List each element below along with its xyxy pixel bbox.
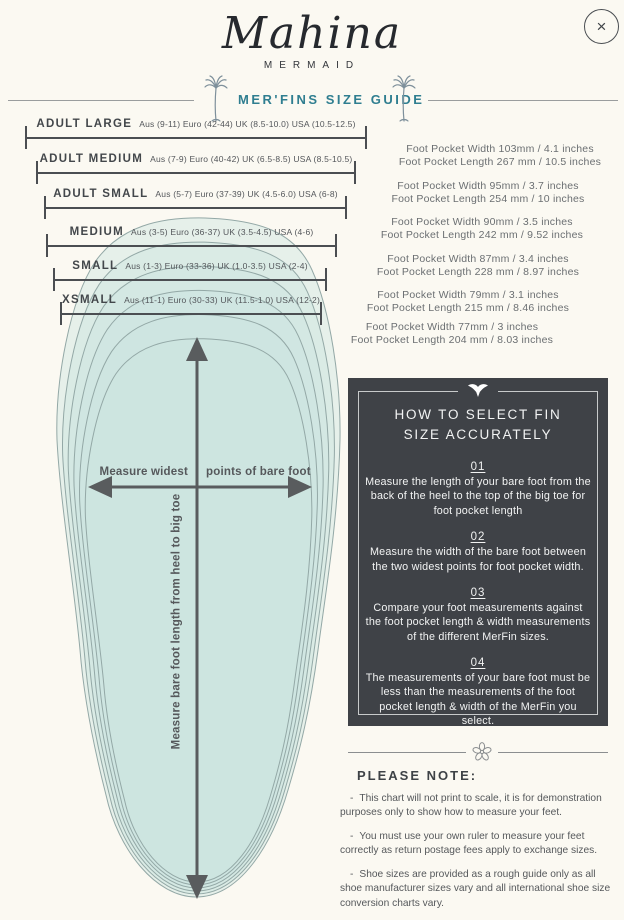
step-number: 01	[470, 461, 486, 474]
howto-step: 04 The measurements of your bare foot must be less than the measurements of the foot pocket length & width of the MerFin you select.	[365, 657, 591, 728]
pocket-measurements: Foot Pocket Width 87mm / 3.4 inches Foot Pocket Length 228 mm / 8.97 inches	[376, 253, 580, 278]
pocket-measurements: Foot Pocket Width 77mm / 3 inches Foot Pocket Length 204 mm / 8.03 inches	[350, 321, 554, 346]
size-detail: Aus (5-7) Euro (37-39) UK (4.5-6.0) USA (6-8)	[155, 189, 338, 199]
flower-icon	[466, 742, 498, 762]
size-row-medium	[46, 226, 337, 247]
howto-step: 01 Measure the length of your bare foot from the back of the heel to the top of the big toe for foot pocket length	[365, 461, 591, 517]
bird-icon	[458, 384, 498, 399]
note-bullet: - Shoe sizes are provided as a rough guide only as all shoe manufacturer sizes vary and all international shoe size conversion charts vary.	[340, 868, 611, 909]
size-detail: Aus (7-9) Euro (40-42) UK (6.5-8.5) USA (8.5-10.5)	[150, 154, 353, 164]
howto-frame	[358, 391, 598, 715]
pocket-measurements: Foot Pocket Width 95mm / 3.7 inches Foot Pocket Length 254 mm / 10 inches	[391, 180, 585, 205]
note-title: PLEASE NOTE:	[357, 768, 478, 783]
note-bullet: - This chart will not print to scale, it is for demonstration purposes only to show how to measure your feet.	[340, 793, 602, 819]
note-bullet: - You must use your own ruler to measure your feet correctly as return postage fees apply to exchange sizes.	[340, 830, 598, 857]
width-label-left: Measure widest	[99, 466, 188, 478]
size-name: XSMALL	[62, 294, 118, 306]
size-detail: Aus (1-3) Euro (33-36) UK (1.0-3.5) USA (2-4)	[125, 261, 308, 271]
step-number: 03	[470, 586, 486, 599]
size-detail: Aus (9-11) Euro (42-44) UK (8.5-10.0) USA (10.5-12.5)	[139, 119, 356, 129]
size-row-adult-small	[44, 188, 347, 209]
note-list	[340, 792, 616, 920]
howto-step: 02 Measure the width of the bare foot between the two widest points for foot pocket width.	[369, 531, 587, 573]
length-label: Measure bare foot length from heel to big toe	[170, 493, 183, 750]
size-name: MEDIUM	[69, 226, 125, 238]
size-name: ADULT SMALL	[53, 188, 149, 200]
size-row-small	[53, 260, 327, 281]
pocket-measurements: Foot Pocket Width 103mm / 4.1 inches Foot Pocket Length 267 mm / 10.5 inches	[398, 143, 602, 168]
howto-step: 03 Compare your foot measurements against the foot pocket length & width measurements of the different MerFin sizes.	[365, 586, 591, 643]
step-number: 04	[470, 657, 486, 669]
size-detail: Aus (11-1) Euro (30-33) UK (11.5-1.0) USA (12-2)	[124, 295, 320, 305]
brand-logo-word: MERMAID	[263, 60, 361, 71]
size-name: ADULT MEDIUM	[39, 153, 144, 165]
size-name: SMALL	[72, 260, 119, 272]
size-name: ADULT LARGE	[36, 118, 133, 130]
size-guide-banner: MER'FINS SIZE GUIDE	[238, 92, 425, 107]
howto-panel	[348, 378, 608, 726]
howto-title: HOW TO SELECT FIN SIZE ACCURATELY	[394, 407, 562, 442]
size-row-adult-medium	[36, 153, 356, 174]
pocket-measurements: Foot Pocket Width 90mm / 3.5 inches Foot Pocket Length 242 mm / 9.52 inches	[380, 216, 584, 241]
pocket-measurements: Foot Pocket Width 79mm / 3.1 inches Foot Pocket Length 215 mm / 8.46 inches	[366, 289, 570, 314]
step-number: 02	[470, 531, 486, 544]
size-row-adult-large	[25, 118, 367, 139]
close-icon: ×	[596, 16, 607, 36]
size-row-xsmall	[60, 294, 322, 315]
size-detail: Aus (3-5) Euro (36-37) UK (3.5-4.5) USA (4-6)	[131, 227, 314, 237]
width-label-right: points of bare foot	[206, 466, 311, 478]
brand-logo-script: Mahina	[221, 8, 403, 59]
